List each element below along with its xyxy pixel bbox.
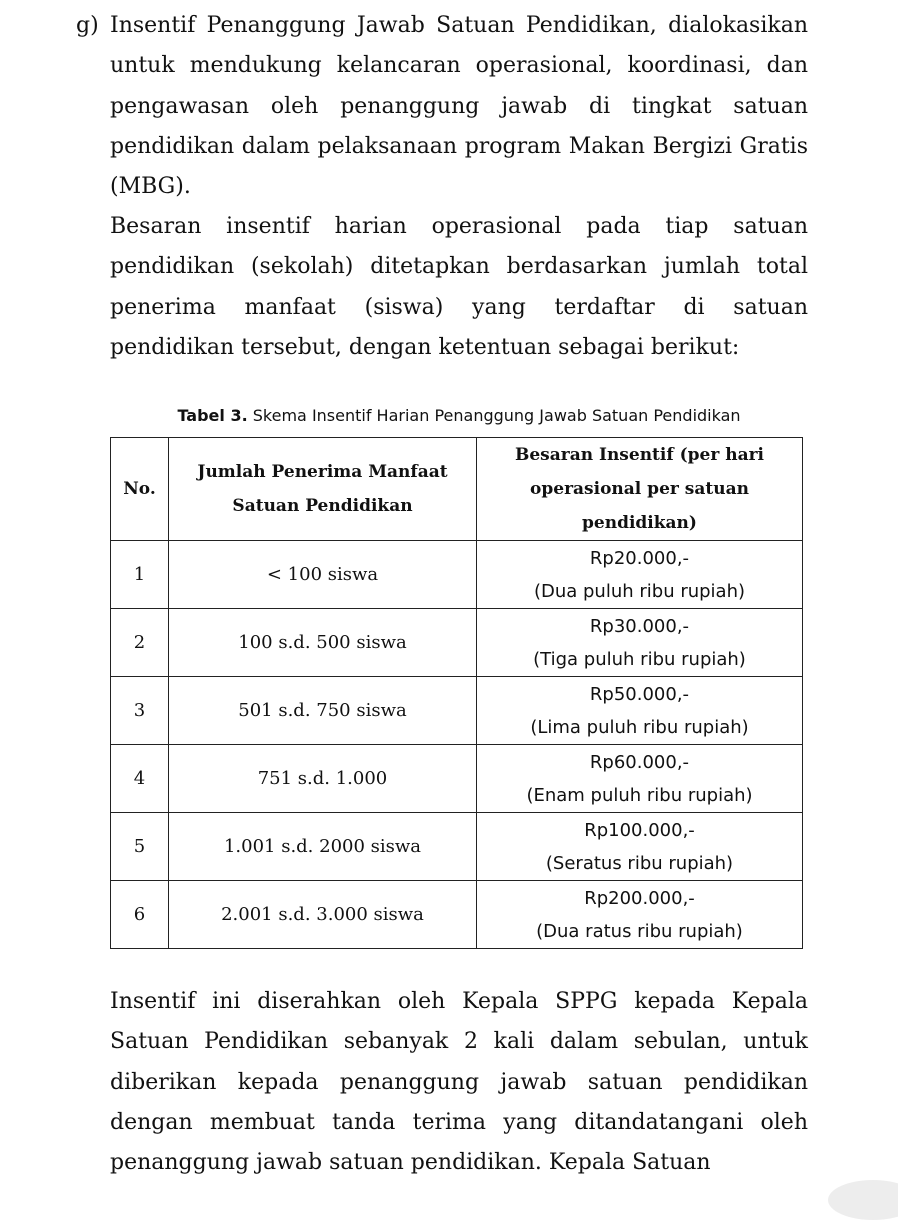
cell-no: 4: [111, 745, 169, 813]
cell-jumlah: 751 s.d. 1.000: [169, 745, 477, 813]
header-besaran: [477, 438, 803, 541]
cell-amount-words: (Dua ratus ribu rupiah): [536, 920, 743, 942]
header-jumlah-line1: Jumlah Penerima Manfaat: [197, 462, 448, 482]
cell-no: 1: [111, 541, 169, 609]
paragraph-besaran-insentif: Besaran insentif harian operasional pada tiap satuan pendidikan (sekolah) ditetapkan berdasarkan jumlah total penerima manfaat (siswa) yang terdaftar di satuan pendidikan tersebut, dengan ketentuan sebagai berikut:: [110, 214, 808, 360]
cell-besaran: [477, 677, 803, 745]
table-row: [111, 813, 803, 881]
cell-amount-words: (Lima puluh ribu rupiah): [530, 716, 749, 738]
cell-no: 5: [111, 813, 169, 881]
cell-besaran: [477, 609, 803, 677]
cell-jumlah: 1.001 s.d. 2000 siswa: [169, 813, 477, 881]
table-row: [111, 745, 803, 813]
paragraph-penyerahan-insentif: Insentif ini diserahkan oleh Kepala SPPG kepada Kepala Satuan Pendidikan sebanyak 2 kali dalam sebulan, untuk diberikan kepada penanggung jawab satuan pendidikan dengan membuat tanda terima yang ditandatangani oleh penanggung jawab satuan pendidikan. Kepala Satuan: [110, 989, 808, 1176]
cell-jumlah: 2.001 s.d. 3.000 siswa: [169, 881, 477, 949]
cell-amount: Rp30.000,-: [589, 615, 690, 637]
cell-besaran: [477, 745, 803, 813]
list-marker-g: g): [76, 13, 99, 38]
paragraph-g: Insentif Penanggung Jawab Satuan Pendidikan, dialokasikan untuk mendukung kelancaran operasional, koordinasi, dan pengawasan oleh penanggung jawab di tingkat satuan pendidikan dalam pelaksanaan program Makan Bergizi Gratis (MBG).: [110, 13, 808, 200]
header-besaran-line1: Besaran Insentif: [514, 445, 674, 465]
cell-no: 2: [111, 609, 169, 677]
table-caption-label: Tabel 3.: [177, 406, 248, 425]
cell-amount: Rp200.000,-: [584, 887, 695, 909]
header-besaran-line3: satuan pendidikan): [582, 479, 749, 533]
table-row: [111, 541, 803, 609]
cell-amount-words: (Seratus ribu rupiah): [545, 852, 734, 874]
header-jumlah-line2: Satuan Pendidikan: [232, 496, 413, 516]
cell-no: 6: [111, 881, 169, 949]
cell-jumlah: 501 s.d. 750 siswa: [169, 677, 477, 745]
cell-amount-words: (Enam puluh ribu rupiah): [526, 784, 753, 806]
table-row: [111, 677, 803, 745]
cell-amount: Rp60.000,-: [589, 751, 690, 773]
cell-besaran: [477, 813, 803, 881]
cell-amount-words: (Tiga puluh ribu rupiah): [533, 648, 746, 670]
page-corner-shadow: [828, 1180, 898, 1220]
cell-besaran: [477, 541, 803, 609]
header-no: No.: [111, 438, 169, 541]
table-row: [111, 609, 803, 677]
table-row: [111, 881, 803, 949]
header-besaran-line2: (per hari operasional per: [530, 445, 765, 499]
cell-jumlah: 100 s.d. 500 siswa: [169, 609, 477, 677]
cell-besaran: [477, 881, 803, 949]
incentive-table: [110, 437, 803, 949]
cell-amount-words: (Dua puluh ribu rupiah): [533, 580, 746, 602]
cell-jumlah: < 100 siswa: [169, 541, 477, 609]
cell-amount: Rp20.000,-: [589, 547, 690, 569]
header-jumlah: [169, 438, 477, 541]
table-header-row: [111, 438, 803, 541]
cell-amount: Rp50.000,-: [589, 683, 690, 705]
cell-amount: Rp100.000,-: [584, 819, 695, 841]
table-caption: [110, 405, 808, 427]
table-caption-text: Skema Insentif Harian Penanggung Jawab Satuan Pendidikan: [252, 406, 741, 425]
cell-no: 3: [111, 677, 169, 745]
